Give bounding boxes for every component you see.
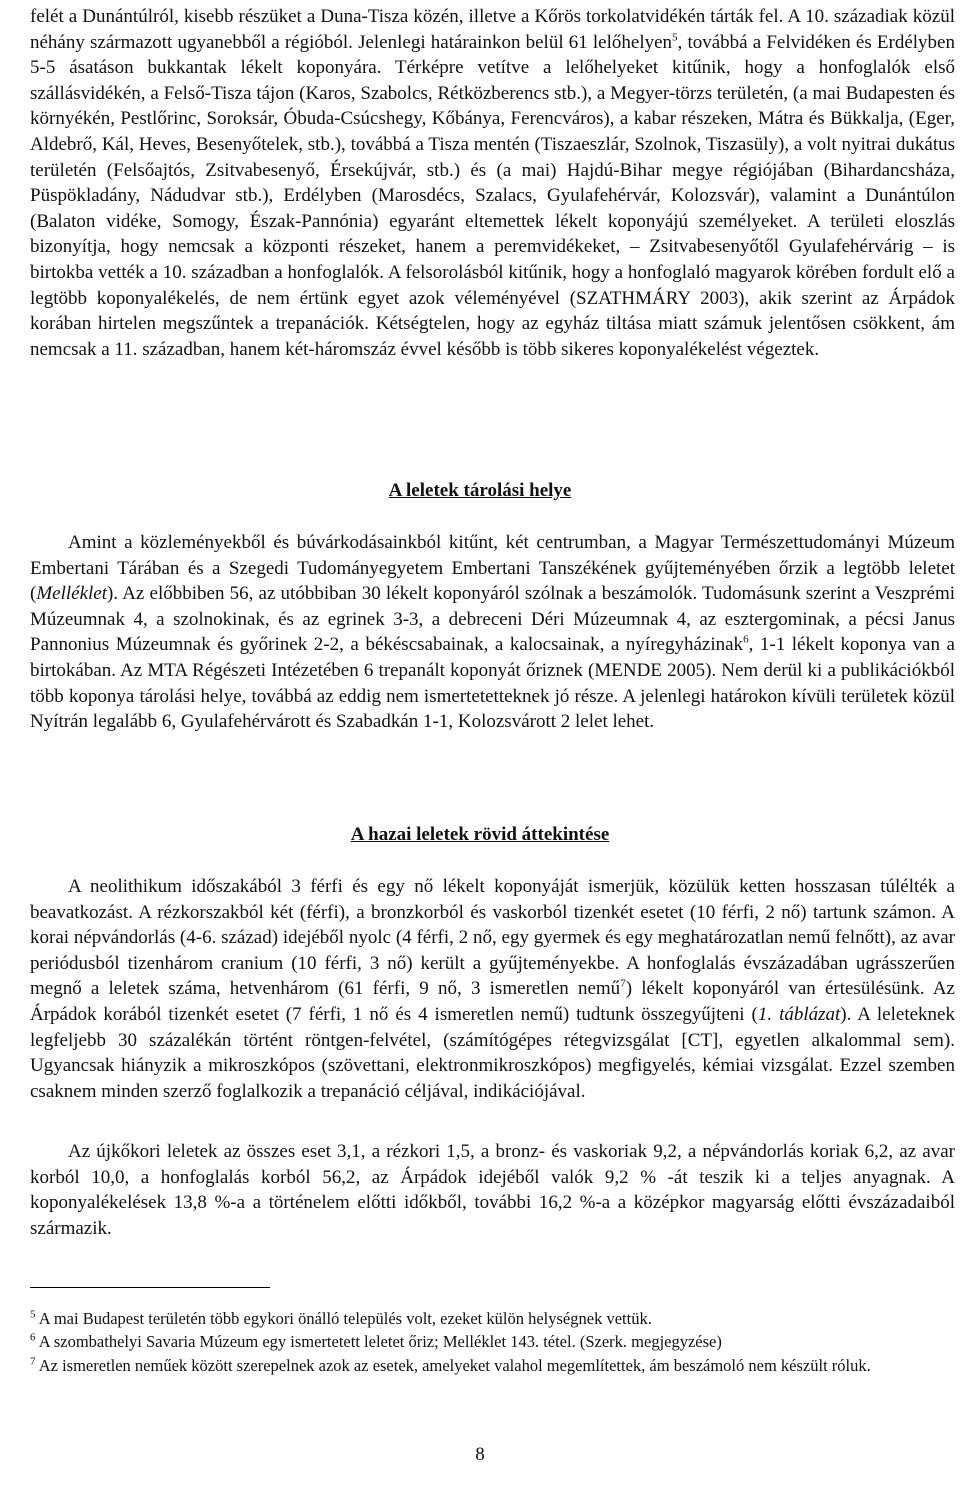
footnote-ref[interactable]: 5 bbox=[672, 31, 678, 44]
paragraph-storage bbox=[30, 530, 955, 735]
paragraph-text: felét a Dunántúlról, kisebb részüket a Duna-Tisza közén, illetve a Kőrös torkolatvidékén tárták fel. A 10. századiak közül néhány származott ugyanebből a régióból. Jelenlegi határainkon belül 61 lelőhelyen bbox=[30, 6, 955, 53]
page-number: 8 bbox=[475, 1444, 485, 1465]
footnote-text: A szombathelyi Savaria Múzeum egy ismertetett leletet őriz; Melléklet 143. tétel. (Szerk. megjegyzése) bbox=[38, 1332, 722, 1351]
footnote-7 bbox=[30, 1355, 955, 1376]
footnote-text: A mai Budapest területén több egykori önálló település volt, ezeket külön helységnek vettük. bbox=[38, 1309, 652, 1328]
footnote-5 bbox=[30, 1308, 955, 1329]
paragraph-text: ). A leleteknek legfeljebb 30 százalékán történt röntgen-felvétel, (számítógépes rétegvizsgálat [CT], egyetlen alkalommal sem). Ugyancsak hiányzik a mikroszkópos (szövettani, elektronmikroszkópos) megfigyelés, kémiai vizsgálat. Ezzel szemben csaknem minden szerző foglalkozik a trepanáció céljával, indikációjával. bbox=[30, 1003, 955, 1102]
paragraph-intro bbox=[30, 4, 955, 362]
footnote-divider bbox=[30, 1287, 270, 1288]
footnote-number: 7 bbox=[30, 1355, 36, 1368]
appendix-reference: Melléklet bbox=[36, 583, 108, 605]
paragraph-overview bbox=[30, 874, 955, 1104]
footnote-text: Az ismeretlen neműek között szerepelnek azok az esetek, amelyeket valahol megemlítettek, ám beszámoló nem készült róluk. bbox=[38, 1356, 871, 1375]
footnote-number: 6 bbox=[30, 1331, 36, 1344]
paragraph-text: , továbbá a Felvidéken és Erdélyben 5-5 ásatáson bukkantak lékelt koponyára. Térképre vetítve a lelőhelyeket kitűnik, hogy a honfoglalók első szállásvidékén, a Felső-Tisza tájon (Karos, Szabolcs, Rétközberencs stb.), a Megyer-törzs területén, (a mai Budapesten és környékén, Pestlőrinc, Soroksár, Óbuda-Csúcshegy, Kőbánya, Ferencváros), a kabar részeken, Mátra és Bükkalja, (Eger, Aldebrő, Kál, Heves, Besenyőtelek, stb.), továbbá a Tisza mentén (Tiszaeszlár, Szolnok, Tiszasüly), a volt nyitrai dukátus területén (Felsőajtós, Zsitvabesenyő, Érsekújvár, stb.) és (a mai) Hajdú-Bihar megye régiójában (Bihardancsháza, Püspökladány, Nádudvar stb.), Erdélyben (Marosdécs, Szalacs, Gyulafehérvár, Kolozsvár), valamint a Dunántúlon (Balaton vidéke, Somogy, Észak-Pannónia) egyaránt eltemettek lékelt koponyájú személyeket. A területi eloszlás bizonyítja, hogy nemcsak a központi részeket, hanem a peremvidékeket, – Zsitvabesenyőtől Gyulafehérvárig – is birtokba vették a 10. században a honfoglalók. A felsorolásból kitűnik, hogy a honfoglaló magyarok körében fordult elő a legtöbb koponyalékelés, de nem értünk egyet azok véleményével (SZATHMÁRY 2003), akik szerint az Árpádok korában hirtelen megszűntek a trepanációk. Kétségtelen, hogy az egyház tiltása miatt számuk jelentősen csökkent, ám nemcsak a 11. században, hanem két-háromszáz évvel később is több sikeres koponyalékelést végeztek. bbox=[30, 31, 955, 360]
paragraph-statistics: Az újkőkori leletek az összes eset 3,1, a rézkori 1,5, a bronz- és vaskoriak 9,2, a népvándorlás koriak 6,2, az avar korból 10,0, a honfoglalás korból 56,2, az Árpádok idejéből valók 9,2 % -át teszik ki a teljes anyagnak. A koponyalékelések 13,8 %-a a történelem előtti időkből, további 16,2 %-a a középkor magyarság előtti évszázadaiból származik. bbox=[30, 1141, 955, 1239]
paragraph-text: A neolithikum időszakából 3 férfi és egy nő lékelt koponyáját ismerjük, közülük ketten hosszasan túlélték a beavatkozást. A rézkorszakból két (férfi), a bronzkorból és vaskorból tizenkét esetet (10 férfi, 2 nő) tartunk számon. A korai népvándorlás (4-6. század) idejéből nyolc (4 férfi, 2 nő, egy gyermek és egy meghatározatlan nemű felnőtt), az avar periódusból tizenhárom cranium (10 férfi, 3 nő) került a gyűjteményekbe. A honfoglalás évszázadában ugrásszerűen megnő a leletek száma, hetvenhárom (61 férfi, 9 nő, 3 ismeretlen nemű bbox=[30, 876, 955, 1000]
footnote-ref[interactable]: 7 bbox=[620, 978, 626, 991]
paragraph-text: , 1-1 lékelt koponya van a birtokában. Az MTA Régészeti Intézetében 6 trepanált koponyát őriznek (MENDE 2005). Nem derül ki a publikációkból több koponya tárolási helye, továbbá az eddig nem ismertetetteknek jó része. A jelenlegi határokon kívüli területek közül Nyítrán legalább 6, Gyulafehérvárott és Szabadkán 1-1, Kolozsvárott 2 lelet lehet. bbox=[30, 634, 955, 733]
footnote-number: 5 bbox=[30, 1308, 36, 1321]
section-heading-overview: A hazai leletek rövid áttekintése bbox=[350, 824, 610, 845]
paragraph-text: ) lékelt koponyáról van értesülésünk. Az Árpádok korából tizenkét esetet (7 férfi, 1 nő és 4 ismeretlen nemű) tudtunk összegyűjteni ( bbox=[30, 978, 955, 1025]
section-heading-storage: A leletek tárolási helye bbox=[388, 480, 572, 501]
table-reference: 1. táblázat bbox=[757, 1003, 841, 1025]
paragraph-text: Amint a közleményekből és búvárkodásainkból kitűnt, két centrumban, a Magyar Természettudományi Múzeum Embertani Tárában és a Szegedi Tudományegyetem Embertani Tanszékének gyűjteményében őrzik a legtöbb leletet ( bbox=[30, 532, 955, 605]
footnote-6 bbox=[30, 1331, 955, 1352]
paragraph-text: ). Az előbbiben 56, az utóbbiban 30 lékelt koponyáról szólnak a beszámolók. Tudomásunk szerint a Veszprémi Múzeumnak 4, a szolnokinak, és az egrinek 3-3, a debreceni Déri Múzeumnak 4, az esztergominak, a pécsi Janus Pannonius Múzeumnak és győrinek 2-2, a békéscsabainak, a kalocsainak, a nyíregyházinak bbox=[30, 583, 955, 656]
footnote-ref[interactable]: 6 bbox=[743, 634, 749, 647]
